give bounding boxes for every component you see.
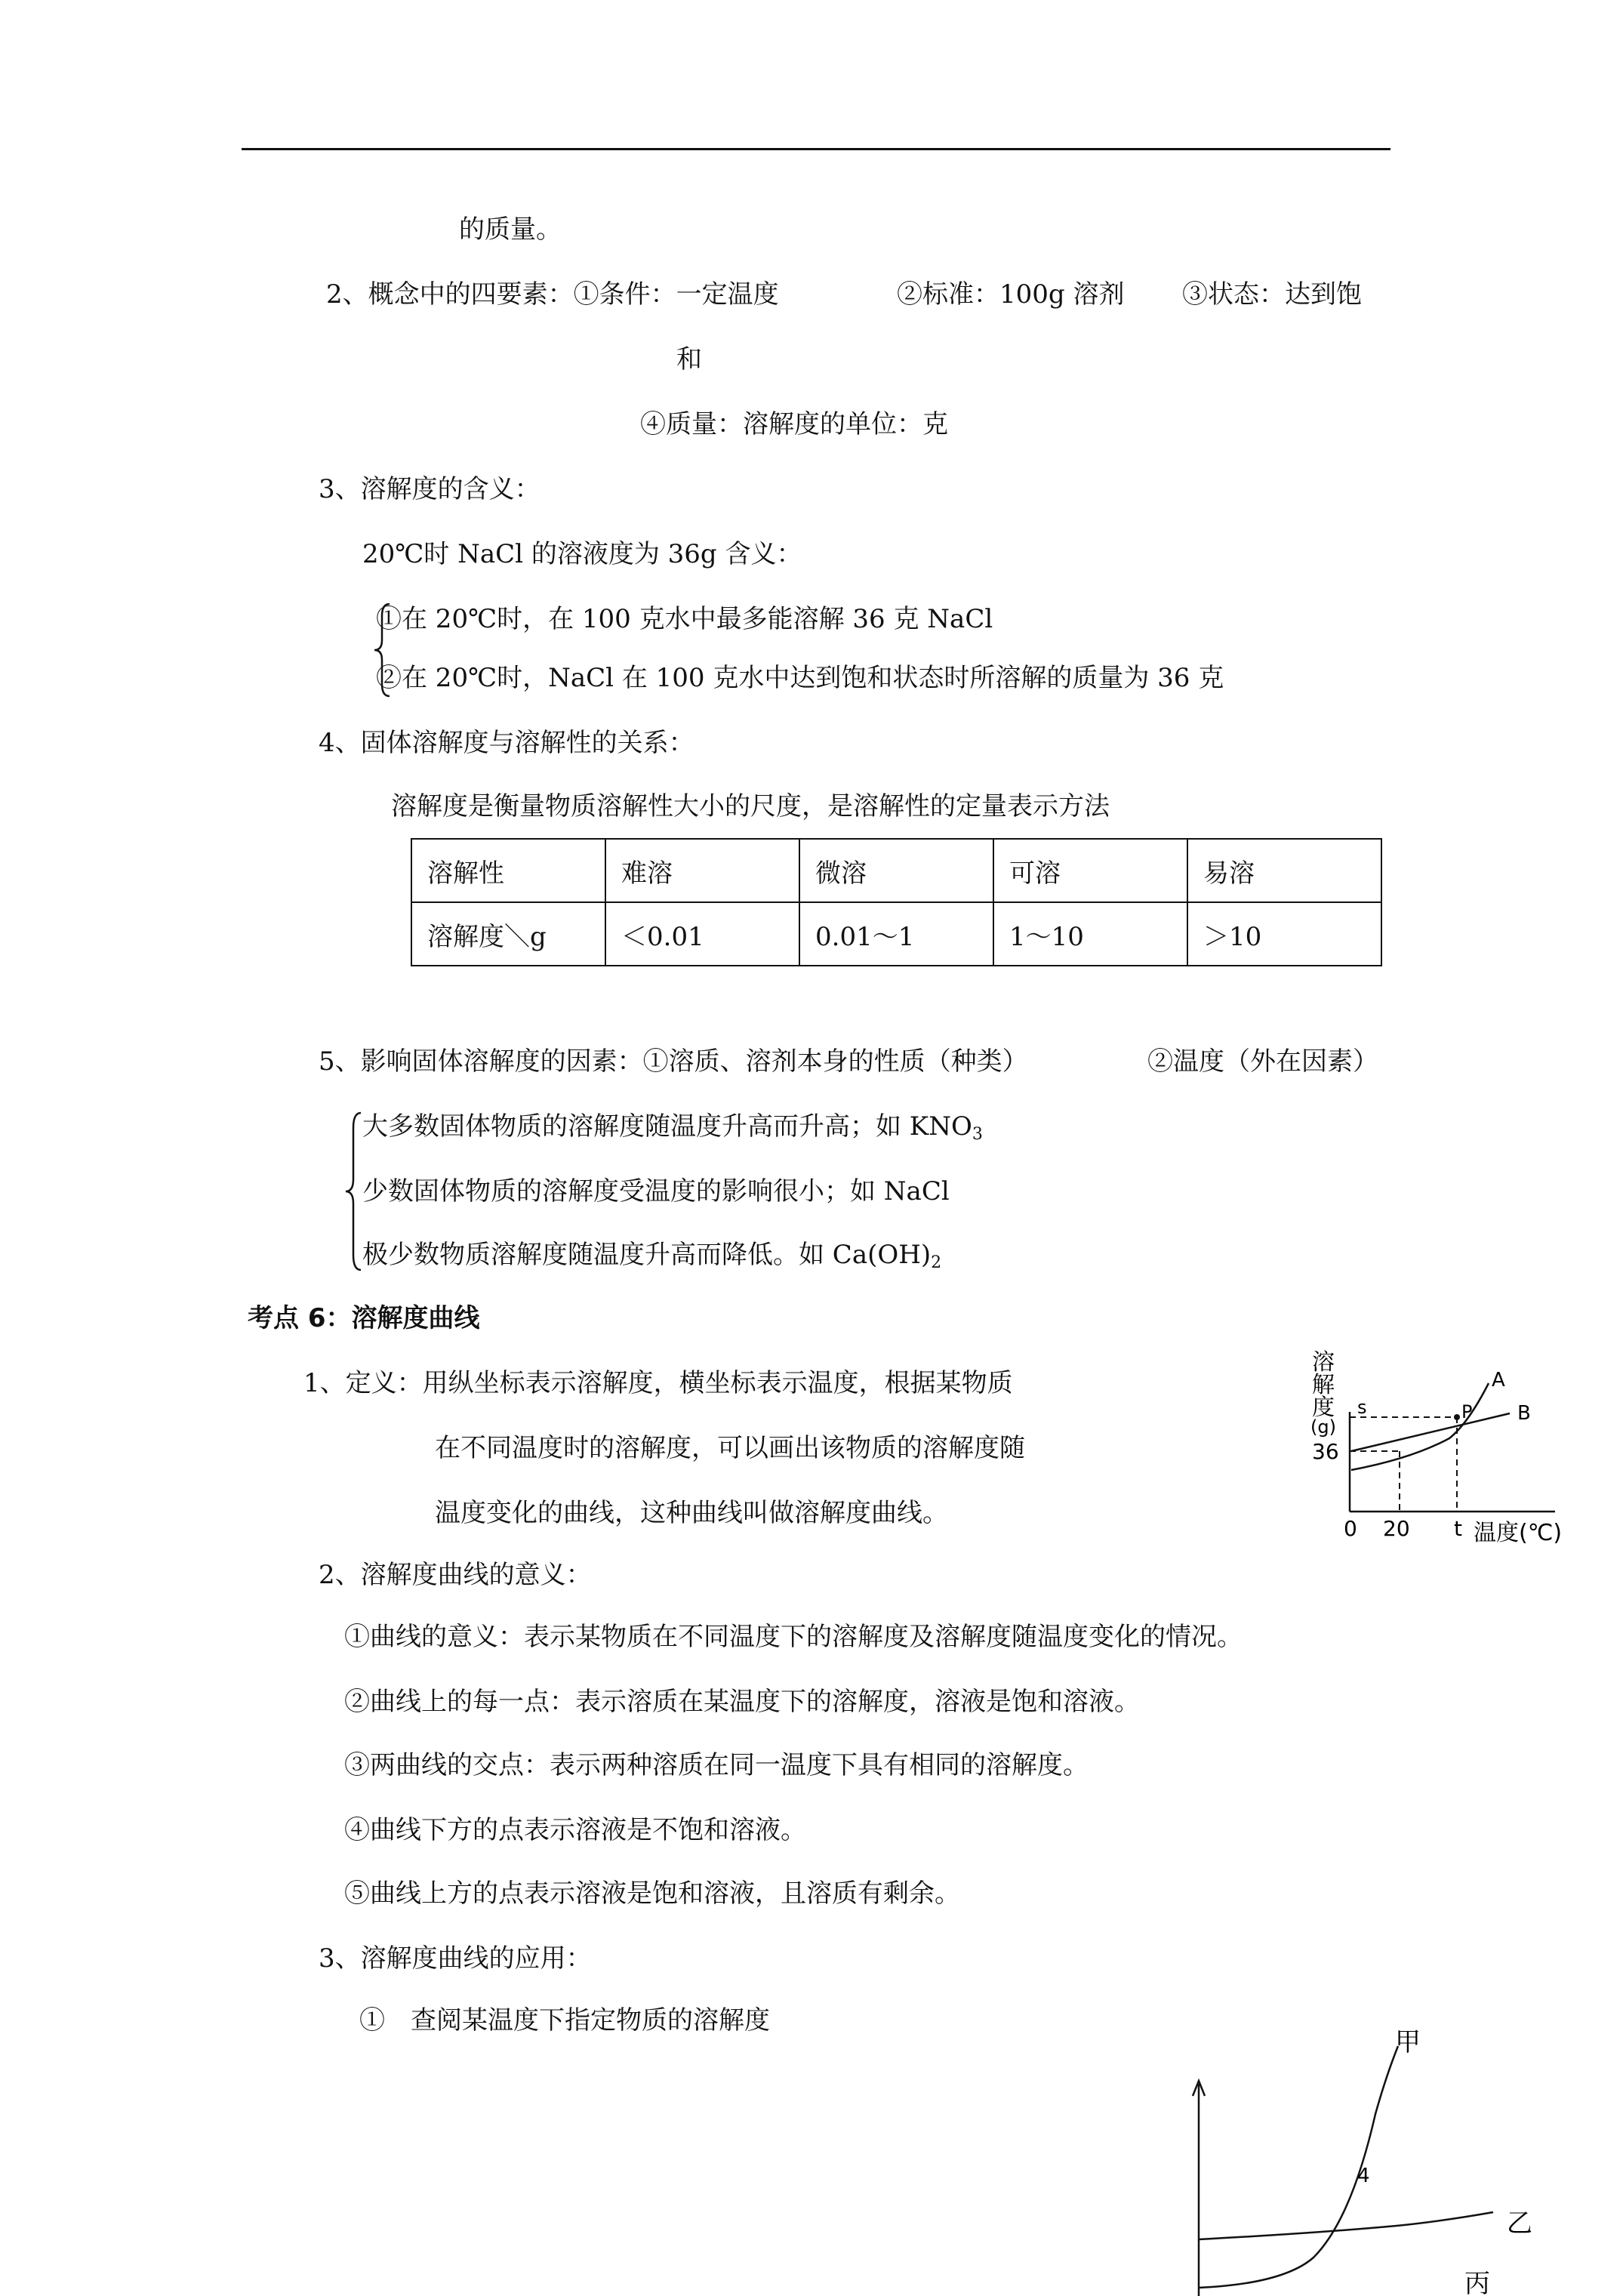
text-line: ⑤曲线上方的点表示溶液是饱和溶液，且溶质有剩余。: [344, 1878, 960, 1909]
curve-label-yi: 乙: [1507, 2208, 1532, 2239]
text-line: ④曲线下方的点表示溶液是不饱和溶液。: [344, 1815, 806, 1845]
tick-label-36: 36: [1312, 1439, 1339, 1464]
section-heading: 2、溶解度曲线的意义：: [319, 1560, 592, 1590]
table-cell: 可溶: [993, 839, 1187, 902]
table-cell: ＜0.01: [605, 902, 799, 966]
text-line: 和: [676, 344, 702, 374]
table-row: [411, 902, 1381, 966]
text-line: ①曲线的意义：表示某物质在不同温度下的溶解度及溶解度随温度变化的情况。: [344, 1622, 1243, 1652]
brace: [343, 1110, 365, 1273]
section-heading: 5、影响固体溶解度的因素：①溶质、溶剂本身的性质（种类）: [319, 1046, 1028, 1077]
text-line: 溶解度是衡量物质溶解性大小的尺度，是溶解性的定量表示方法: [391, 791, 1110, 821]
text-line: ④质量：溶解度的单位：克: [640, 409, 948, 439]
text-line: ②标准：100g 溶剂: [897, 279, 1125, 310]
table-cell: 0.01～1: [799, 902, 993, 966]
text-line: 大多数固体物质的溶解度随温度升高而升高；如 $KNO_3$: [362, 1111, 983, 1144]
y-axis-label: 溶: [1312, 1349, 1335, 1376]
table-cell: 难溶: [605, 839, 799, 902]
curve-label-a: A: [1492, 1369, 1505, 1391]
text-line: 20℃时 NaCl 的溶液度为 36g 含义：: [362, 539, 802, 569]
header-rule: [242, 148, 1390, 150]
curve-b: [1351, 1413, 1510, 1451]
table-cell: 溶解度＼g: [411, 902, 605, 966]
text-line: 1、定义：用纵坐标表示溶解度，横坐标表示温度，根据某物质: [303, 1368, 1013, 1398]
solubility-table: [411, 838, 1382, 966]
text-line: ②在 20℃时，NaCl 在 100 克水中达到饱和状态时所溶解的质量为 36 克: [376, 663, 1224, 693]
text-line: 少数固体物质的溶解度受温度的影响很小；如 NaCl: [362, 1176, 950, 1207]
y-axis-label: 度: [1312, 1395, 1335, 1421]
text-line: 在不同温度时的溶解度，可以画出该物质的溶解度随: [435, 1433, 1025, 1463]
tick-label-s: s: [1357, 1397, 1367, 1418]
section-heading: 4、固体溶解度与溶解性的关系：: [319, 728, 694, 758]
curve-label-b: B: [1517, 1402, 1531, 1425]
solubility-curve-figure: [1298, 1344, 1585, 1548]
section-heading: 3、溶解度曲线的应用：: [319, 1943, 592, 1974]
text-line: ③两曲线的交点：表示两种溶质在同一温度下具有相同的溶解度。: [344, 1750, 1089, 1780]
text-line: 2、概念中的四要素：①条件：一定温度: [326, 279, 779, 310]
curve-label-bing: 丙: [1464, 2269, 1490, 2296]
y-axis-unit: (g): [1310, 1416, 1336, 1438]
text-line: ②曲线上的每一点：表示溶质在某温度下的溶解度，溶液是饱和溶液。: [344, 1687, 1140, 1717]
text-line: ②温度（外在因素）: [1147, 1046, 1378, 1077]
point-mark: 4: [1357, 2165, 1370, 2187]
text-line: ①在 20℃时，在 100 克水中最多能溶解 36 克 NaCl: [376, 604, 993, 634]
brace: [371, 601, 394, 699]
table-row: [411, 839, 1381, 902]
text-line: 的质量。: [459, 214, 562, 245]
text-line: ③状态：达到饱: [1182, 279, 1362, 310]
table-cell: 易溶: [1187, 839, 1381, 902]
section-title: 考点 6：溶解度曲线: [248, 1303, 480, 1333]
section-heading: 3、溶解度的含义：: [319, 474, 540, 504]
text-line: 温度变化的曲线，这种曲线叫做溶解度曲线。: [435, 1498, 948, 1528]
curve-label-jia: 甲: [1395, 2027, 1421, 2057]
point-p: [1454, 1414, 1460, 1420]
curve-a: [1351, 1383, 1489, 1470]
table-cell: ＞10: [1187, 902, 1381, 966]
x-axis-label: 温度(℃): [1474, 1520, 1563, 1546]
text-line: 极少数物质溶解度随温度升高而降低。如 $Ca(OH)_2$: [362, 1240, 942, 1272]
curve-yi: [1199, 2212, 1493, 2239]
solubility-curve-figure-2: [1163, 2023, 1532, 2296]
point-label-p: P: [1461, 1401, 1473, 1422]
tick-label-20: 20: [1383, 1516, 1410, 1541]
tick-label-0: 0: [1344, 1516, 1357, 1541]
table-cell: 微溶: [799, 839, 993, 902]
text-line: ① 查阅某温度下指定物质的溶解度: [359, 2005, 770, 2036]
table-cell: 溶解性: [411, 839, 605, 902]
tick-label-t: t: [1454, 1516, 1462, 1541]
table-cell: 1～10: [993, 902, 1187, 966]
y-axis-label: 解: [1312, 1372, 1335, 1398]
